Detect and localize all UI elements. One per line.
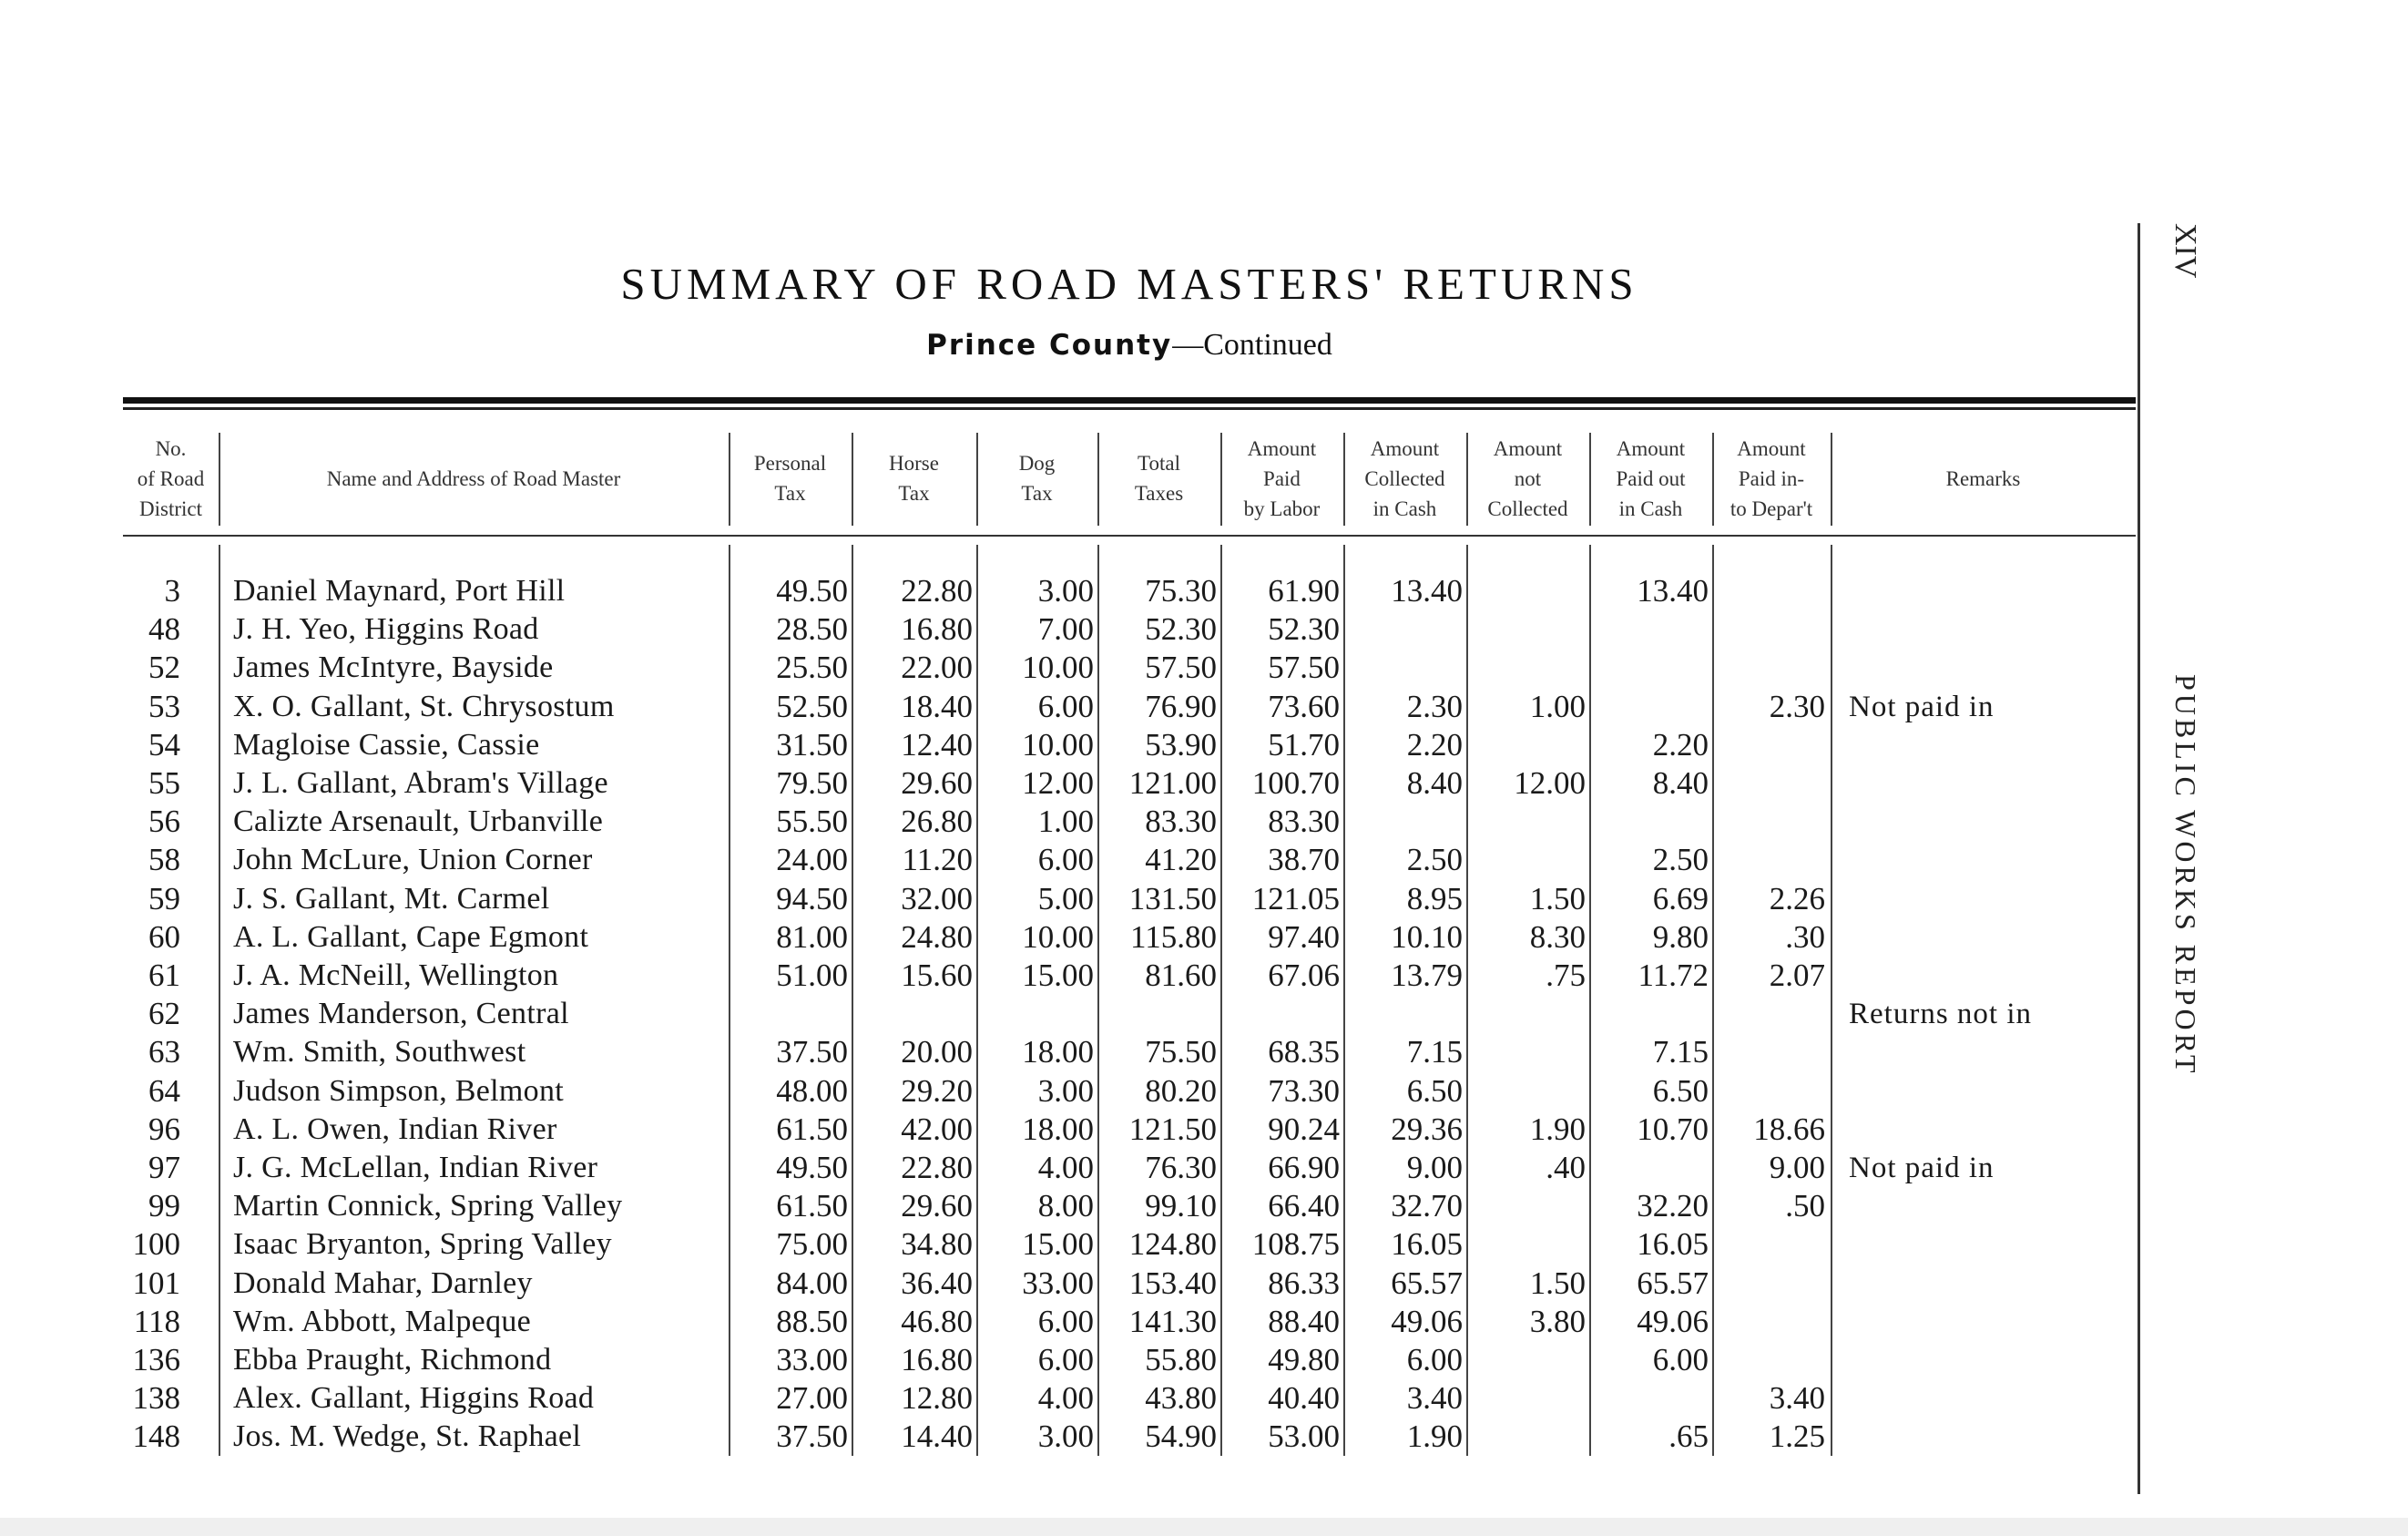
amount-cell: 124.80: [1128, 1226, 1217, 1263]
amount-cell: 52.30: [1268, 611, 1340, 648]
column-header-label: Amount Paid out in Cash: [1616, 436, 1686, 520]
amount-cell: 75.00: [776, 1226, 848, 1263]
district-number: 55: [148, 765, 180, 801]
amount-cell: 10.70: [1637, 1111, 1709, 1147]
amount-cell: 76.30: [1145, 1150, 1217, 1185]
district-number: 48: [148, 611, 180, 648]
column-header: [1097, 428, 1220, 528]
amount-cell: 41.20: [1145, 842, 1217, 878]
amount-cell: 9.00: [1406, 1150, 1463, 1185]
column-header: [1343, 428, 1466, 528]
amount-cell: 18.40: [901, 688, 973, 724]
road-master-name: Isaac Bryanton, Spring Valley: [233, 1227, 612, 1262]
amount-cell: 12.00: [1022, 765, 1094, 801]
district-number: 56: [148, 804, 180, 840]
amount-cell: 26.80: [901, 804, 973, 840]
amount-cell: 67.06: [1268, 957, 1340, 993]
column-header: [976, 428, 1097, 528]
amount-cell: 42.00: [901, 1111, 973, 1147]
amount-cell: 88.50: [776, 1303, 848, 1339]
amount-cell: 2.50: [1652, 842, 1709, 878]
amount-cell: 29.20: [901, 1072, 973, 1109]
column-header: [219, 428, 729, 528]
amount-cell: 12.40: [901, 726, 973, 763]
amount-cell: 7.15: [1406, 1034, 1463, 1070]
road-master-name: Wm. Smith, Southwest: [233, 1035, 526, 1070]
road-master-name: J. S. Gallant, Mt. Carmel: [233, 881, 550, 916]
amount-cell: 153.40: [1128, 1265, 1217, 1301]
amount-cell: 49.50: [776, 573, 848, 609]
district-number: 138: [132, 1380, 180, 1417]
amount-cell: 22.00: [901, 650, 973, 686]
amount-cell: 13.79: [1391, 957, 1463, 993]
amount-cell: 121.50: [1128, 1111, 1217, 1147]
road-master-name: Wm. Abbott, Malpeque: [233, 1304, 532, 1338]
amount-cell: 15.00: [1022, 1226, 1094, 1263]
amount-cell: 34.80: [901, 1226, 973, 1263]
header-rule-thin: [123, 407, 2136, 410]
amount-cell: 12.00: [1514, 765, 1586, 801]
page-subtitle: [0, 328, 2259, 363]
running-header: PUBLIC WORKS REPORT: [2169, 674, 2202, 1077]
road-master-name: Ebba Praught, Richmond: [233, 1343, 552, 1377]
amount-cell: 16.80: [901, 1342, 973, 1377]
amount-cell: 49.80: [1268, 1342, 1340, 1377]
amount-cell: 61.50: [776, 1111, 848, 1147]
column-header-label: No. of Road District: [137, 436, 205, 520]
amount-cell: 48.00: [776, 1072, 848, 1109]
subtitle-continued: —Continued: [1172, 328, 1332, 362]
amount-cell: 68.35: [1268, 1034, 1340, 1070]
column-header-label: Amount not Collected: [1487, 436, 1568, 520]
amount-cell: 16.05: [1391, 1226, 1463, 1263]
district-number: 58: [148, 842, 180, 878]
amount-cell: 7.15: [1652, 1034, 1709, 1070]
amount-cell: 6.50: [1406, 1072, 1463, 1109]
amount-cell: 61.50: [776, 1188, 848, 1224]
column-header-rule: [123, 535, 2136, 537]
amount-cell: 97.40: [1268, 918, 1340, 955]
district-number: 99: [148, 1188, 180, 1224]
amount-cell: 53.90: [1145, 726, 1217, 763]
amount-cell: 75.30: [1145, 573, 1217, 609]
amount-cell: 29.60: [901, 1188, 973, 1224]
amount-cell: 6.00: [1037, 1303, 1094, 1339]
amount-cell: 73.30: [1268, 1072, 1340, 1109]
road-master-name: Magloise Cassie, Cassie: [233, 727, 540, 762]
amount-cell: 65.57: [1637, 1265, 1709, 1301]
amount-cell: 5.00: [1037, 880, 1094, 916]
amount-cell: 32.20: [1637, 1188, 1709, 1224]
district-number: 59: [148, 880, 180, 916]
amount-cell: 81.00: [776, 918, 848, 955]
amount-cell: 57.50: [1145, 650, 1217, 686]
amount-cell: 2.07: [1769, 957, 1825, 993]
amount-cell: 10.00: [1022, 726, 1094, 763]
district-number: 97: [148, 1150, 180, 1185]
column-header: [1712, 428, 1831, 528]
road-master-name: J. G. McLellan, Indian River: [233, 1151, 598, 1184]
amount-cell: 53.00: [1268, 1418, 1340, 1455]
amount-cell: 15.00: [1022, 957, 1094, 993]
district-number: 136: [132, 1342, 180, 1377]
amount-cell: 1.25: [1769, 1418, 1825, 1455]
district-number: 62: [148, 996, 180, 1032]
column-header: [1589, 428, 1712, 528]
amount-cell: 1.90: [1529, 1111, 1586, 1147]
amount-cell: 14.40: [901, 1418, 973, 1455]
amount-cell: 6.00: [1037, 688, 1094, 724]
amount-cell: 8.30: [1529, 918, 1586, 955]
amount-cell: 37.50: [776, 1418, 848, 1455]
road-master-name: Martin Connick, Spring Valley: [233, 1189, 623, 1224]
column-header-label: Amount Paid in- to Depar't: [1729, 436, 1813, 520]
amount-cell: 51.00: [776, 957, 848, 993]
column-header-label: Horse Tax: [889, 452, 939, 505]
amount-cell: 8.40: [1652, 765, 1709, 801]
amount-cell: 131.50: [1128, 880, 1217, 916]
amount-cell: 40.40: [1268, 1380, 1340, 1417]
road-master-name: Donald Mahar, Darnley: [233, 1265, 533, 1300]
amount-cell: 16.05: [1637, 1226, 1709, 1263]
column-header: [1831, 428, 2136, 528]
amount-cell: 37.50: [776, 1034, 848, 1070]
amount-cell: 80.20: [1145, 1072, 1217, 1109]
column-header: [729, 428, 852, 528]
amount-cell: 6.69: [1652, 880, 1709, 916]
scan-edge: [0, 1518, 2408, 1536]
amount-cell: 2.50: [1406, 842, 1463, 878]
remarks-cell: Not paid in: [1849, 690, 1995, 723]
amount-cell: 6.00: [1652, 1342, 1709, 1377]
column-header-label: Amount Paid by Labor: [1243, 436, 1321, 520]
road-master-name: J. H. Yeo, Higgins Road: [233, 612, 539, 647]
amount-cell: 73.60: [1268, 688, 1340, 724]
amount-cell: 141.30: [1128, 1303, 1217, 1339]
road-master-name: John McLure, Union Corner: [233, 843, 593, 877]
amount-cell: 43.80: [1145, 1380, 1217, 1417]
amount-cell: 28.50: [776, 611, 848, 648]
district-number: 60: [148, 918, 180, 955]
amount-cell: .30: [1785, 918, 1825, 955]
district-number: 118: [133, 1303, 180, 1339]
district-number: 96: [148, 1111, 180, 1147]
amount-cell: 33.00: [776, 1342, 848, 1377]
amount-cell: 88.40: [1268, 1303, 1340, 1339]
road-master-name: James McIntyre, Bayside: [233, 650, 554, 685]
amount-cell: 54.90: [1145, 1418, 1217, 1455]
amount-cell: 121.00: [1128, 765, 1217, 801]
road-master-name: James Manderson, Central: [233, 997, 569, 1031]
district-number: 53: [148, 688, 180, 724]
amount-cell: 1.00: [1529, 688, 1586, 724]
amount-cell: 32.70: [1391, 1188, 1463, 1224]
amount-cell: 55.80: [1145, 1342, 1217, 1377]
amount-cell: 57.50: [1268, 650, 1340, 686]
amount-cell: 3.00: [1037, 1072, 1094, 1109]
amount-cell: 2.20: [1652, 726, 1709, 763]
amount-cell: 52.50: [776, 688, 848, 724]
amount-cell: 29.60: [901, 765, 973, 801]
column-header: [123, 428, 219, 528]
district-number: 101: [132, 1265, 180, 1301]
amount-cell: 12.80: [901, 1380, 973, 1417]
amount-cell: 25.50: [776, 650, 848, 686]
amount-cell: 2.30: [1406, 688, 1463, 724]
amount-cell: 121.05: [1251, 880, 1340, 916]
amount-cell: 32.00: [901, 880, 973, 916]
amount-cell: 2.30: [1769, 688, 1825, 724]
amount-cell: 1.50: [1529, 1265, 1586, 1301]
amount-cell: 108.75: [1251, 1226, 1340, 1263]
amount-cell: 61.90: [1268, 573, 1340, 609]
page-number: XIV: [2168, 223, 2202, 279]
page-title: SUMMARY OF ROAD MASTERS' RETURNS: [620, 259, 1638, 309]
road-master-name: A. L. Owen, Indian River: [233, 1111, 557, 1146]
road-master-name: Jos. M. Wedge, St. Raphael: [233, 1419, 582, 1454]
amount-cell: 83.30: [1145, 804, 1217, 840]
amount-cell: 10.00: [1022, 650, 1094, 686]
amount-cell: 24.80: [901, 918, 973, 955]
road-master-name: Alex. Gallant, Higgins Road: [233, 1381, 595, 1416]
amount-cell: 36.40: [901, 1265, 973, 1301]
amount-cell: 46.80: [901, 1303, 973, 1339]
amount-cell: 3.40: [1406, 1380, 1463, 1417]
district-number: 54: [148, 726, 180, 763]
amount-cell: 3.00: [1037, 1418, 1094, 1455]
road-master-name: J. L. Gallant, Abram's Village: [233, 766, 608, 800]
amount-cell: 100.70: [1251, 765, 1340, 801]
road-master-name: J. A. McNeill, Wellington: [233, 958, 559, 992]
amount-cell: 1.00: [1037, 804, 1094, 840]
amount-cell: 8.95: [1406, 880, 1463, 916]
amount-cell: 75.50: [1145, 1034, 1217, 1070]
amount-cell: 10.10: [1391, 918, 1463, 955]
amount-cell: 2.26: [1769, 880, 1825, 916]
amount-cell: 9.00: [1769, 1150, 1825, 1185]
amount-cell: 16.80: [901, 611, 973, 648]
header-rule-thick: [123, 397, 2136, 404]
amount-cell: 11.20: [902, 842, 973, 878]
district-number: 52: [148, 650, 180, 686]
amount-cell: 18.00: [1022, 1034, 1094, 1070]
amount-cell: .40: [1546, 1150, 1586, 1185]
amount-cell: 6.00: [1037, 1342, 1094, 1377]
remarks-cell: Not paid in: [1849, 1152, 1995, 1184]
amount-cell: 6.50: [1652, 1072, 1709, 1109]
amount-cell: 1.50: [1529, 880, 1586, 916]
amount-cell: 3.80: [1529, 1303, 1586, 1339]
amount-cell: 13.40: [1391, 573, 1463, 609]
amount-cell: 8.00: [1037, 1188, 1094, 1224]
amount-cell: 24.00: [776, 842, 848, 878]
column-header: [1220, 428, 1343, 528]
amount-cell: 38.70: [1268, 842, 1340, 878]
amount-cell: 18.66: [1753, 1111, 1825, 1147]
amount-cell: 65.57: [1391, 1265, 1463, 1301]
column-header: [1466, 428, 1589, 528]
amount-cell: 6.00: [1037, 842, 1094, 878]
column-header-label: Amount Collected in Cash: [1364, 436, 1445, 520]
amount-cell: 90.24: [1268, 1111, 1340, 1147]
amount-cell: 2.20: [1406, 726, 1463, 763]
remarks-cell: Returns not in: [1849, 998, 2032, 1031]
amount-cell: 20.00: [901, 1034, 973, 1070]
column-header-label: Dog Tax: [1018, 452, 1056, 505]
amount-cell: 7.00: [1037, 611, 1094, 648]
amount-cell: 115.80: [1130, 918, 1217, 955]
amount-cell: 27.00: [776, 1380, 848, 1417]
body-column-divider: [1712, 545, 1714, 1456]
amount-cell: 9.80: [1652, 918, 1709, 955]
amount-cell: 51.70: [1268, 726, 1340, 763]
amount-cell: 4.00: [1037, 1150, 1094, 1185]
amount-cell: .75: [1546, 957, 1586, 993]
district-number: 148: [132, 1418, 180, 1455]
road-master-name: Calizte Arsenault, Urbanville: [233, 804, 604, 839]
amount-cell: 83.30: [1268, 804, 1340, 840]
amount-cell: 3.00: [1037, 573, 1094, 609]
column-header-label: Total Taxes: [1134, 452, 1184, 505]
district-number: 63: [148, 1034, 180, 1070]
amount-cell: 29.36: [1391, 1111, 1463, 1147]
amount-cell: 33.00: [1022, 1265, 1094, 1301]
district-number: 3: [164, 573, 180, 609]
amount-cell: 15.60: [901, 957, 973, 993]
amount-cell: 18.00: [1022, 1111, 1094, 1147]
amount-cell: 6.00: [1406, 1342, 1463, 1377]
amount-cell: 84.00: [776, 1265, 848, 1301]
amount-cell: .65: [1668, 1418, 1709, 1455]
amount-cell: 49.06: [1637, 1303, 1709, 1339]
amount-cell: 13.40: [1637, 573, 1709, 609]
road-master-name: A. L. Gallant, Cape Egmont: [233, 919, 589, 954]
amount-cell: 1.90: [1406, 1418, 1463, 1455]
road-master-name: Judson Simpson, Belmont: [233, 1073, 565, 1108]
amount-cell: 31.50: [776, 726, 848, 763]
amount-cell: 76.90: [1145, 688, 1217, 724]
district-number: 61: [148, 957, 180, 993]
column-header-label: Name and Address of Road Master: [326, 466, 621, 490]
amount-cell: 8.40: [1406, 765, 1463, 801]
amount-cell: 86.33: [1268, 1265, 1340, 1301]
amount-cell: 81.60: [1145, 957, 1217, 993]
amount-cell: 99.10: [1145, 1188, 1217, 1224]
amount-cell: 49.06: [1391, 1303, 1463, 1339]
amount-cell: 55.50: [776, 804, 848, 840]
amount-cell: 22.80: [901, 573, 973, 609]
amount-cell: 49.50: [776, 1150, 848, 1185]
amount-cell: 10.00: [1022, 918, 1094, 955]
amount-cell: 3.40: [1769, 1380, 1825, 1417]
amount-cell: .50: [1785, 1188, 1825, 1224]
amount-cell: 79.50: [776, 765, 848, 801]
margin-rule: [2138, 223, 2140, 1494]
district-number: 100: [132, 1226, 180, 1263]
amount-cell: 66.40: [1268, 1188, 1340, 1224]
amount-cell: 52.30: [1145, 611, 1217, 648]
amount-cell: 11.72: [1638, 957, 1709, 993]
district-number: 64: [148, 1072, 180, 1109]
road-master-name: Daniel Maynard, Port Hill: [233, 574, 566, 608]
column-header: [852, 428, 976, 528]
column-header-label: Personal Tax: [753, 452, 827, 505]
amount-cell: 66.90: [1268, 1150, 1340, 1185]
column-header-label: Remarks: [1945, 466, 2021, 490]
amount-cell: 94.50: [776, 880, 848, 916]
amount-cell: 22.80: [901, 1150, 973, 1185]
subtitle-county: Prince County: [926, 329, 1173, 362]
road-master-name: X. O. Gallant, St. Chrysostum: [233, 689, 615, 723]
amount-cell: 4.00: [1037, 1380, 1094, 1417]
